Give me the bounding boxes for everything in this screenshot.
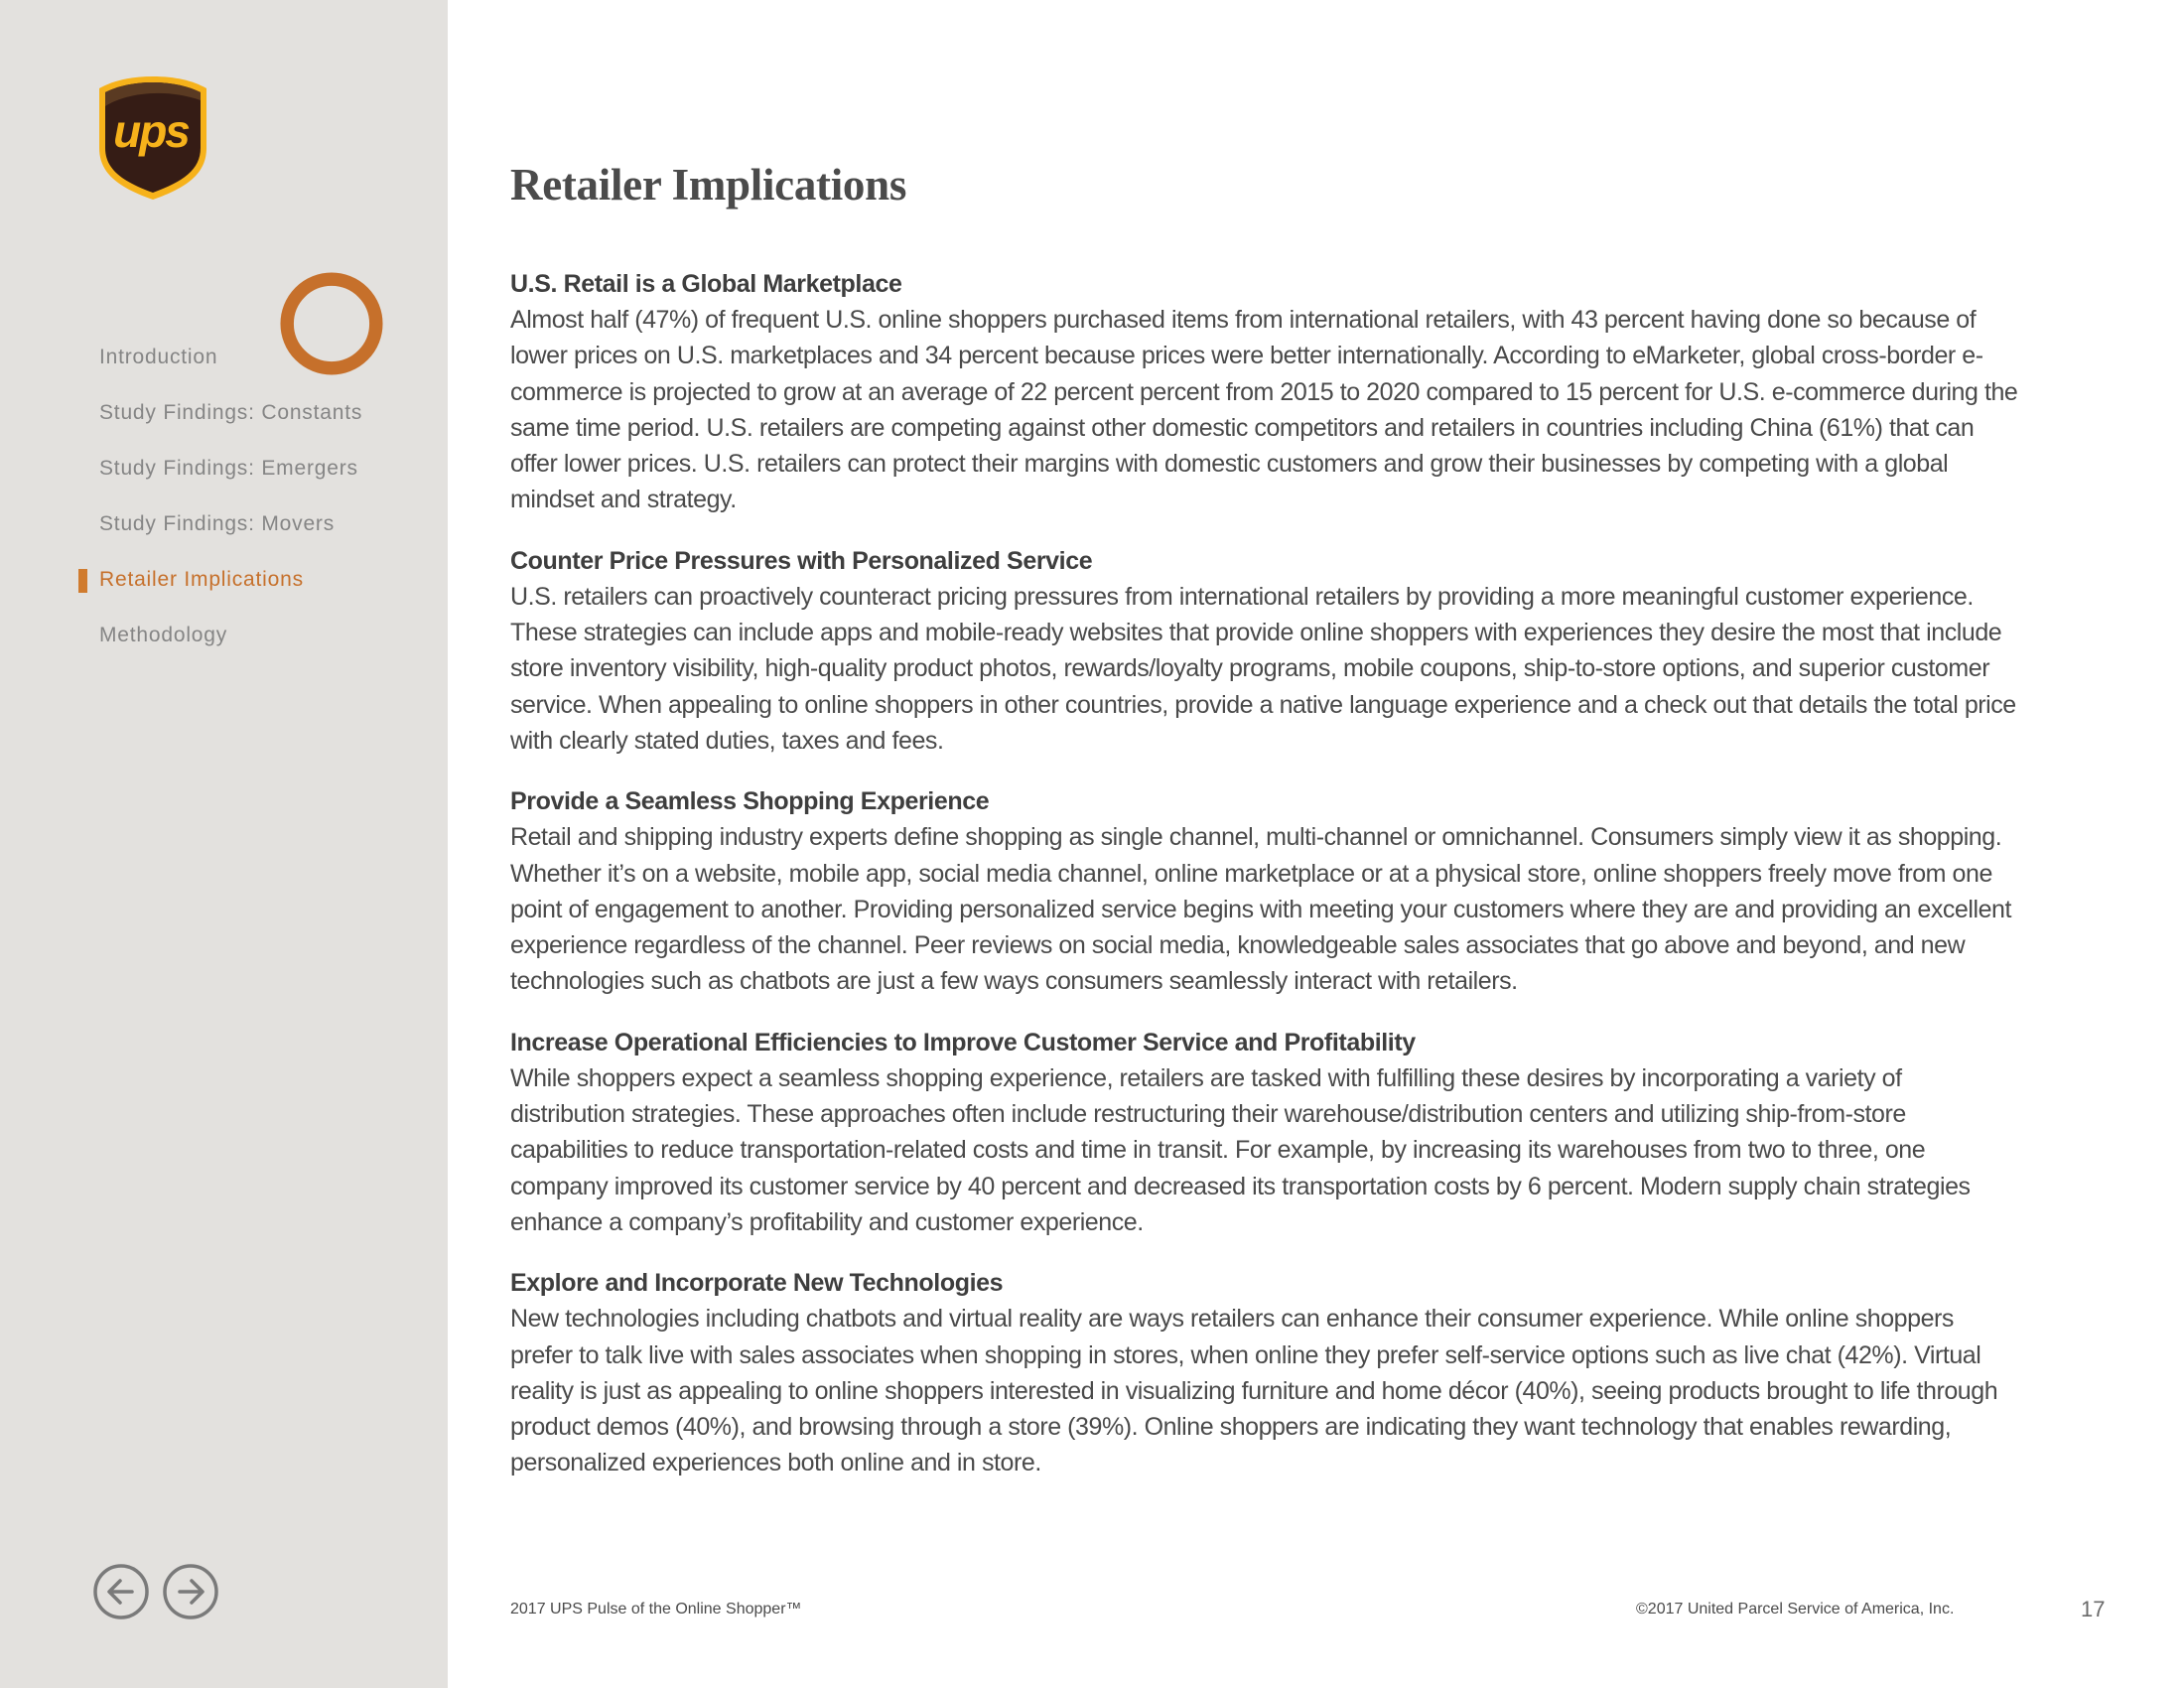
logo-text: ups <box>113 105 189 157</box>
nav-item-label: Study Findings: Movers <box>99 512 336 535</box>
nav-item-label: Retailer Implications <box>99 568 304 591</box>
active-marker <box>78 569 87 593</box>
section-price-pressures <box>510 543 2019 759</box>
nav-item-retailer-implications[interactable] <box>0 562 448 618</box>
nav-item-constants[interactable] <box>0 395 448 451</box>
arrow-right-circle-icon <box>162 1563 219 1620</box>
nav-item-movers[interactable] <box>0 506 448 562</box>
footer-copyright: ©2017 United Parcel Service of America, Inc. <box>1636 1601 1955 1618</box>
next-page-button[interactable] <box>162 1563 219 1620</box>
section-heading: U.S. Retail is a Global Marketplace <box>510 270 902 298</box>
section-body: New technologies including chatbots and virtual reality are ways retailers can enhance their consumer experience. While online shoppers prefer to talk live with sales associates when shopping in stores, when online they prefer self-service options such as live chat (42%). Virtual reality is just as appealing to online shoppers interested in visualizing furniture and home décor (40%), seeing products brought to life through product demos (40%), and browsing through a store (39%). Online shoppers are indicating they want technology that enables rewarding, personalized experiences both online and in store. <box>510 1305 1998 1477</box>
section-seamless-shopping <box>510 783 2019 999</box>
section-new-technologies <box>510 1265 2019 1480</box>
footer-publication: 2017 UPS Pulse of the Online Shopper™ <box>510 1601 802 1618</box>
section-heading: Increase Operational Efficiencies to Improve Customer Service and Profitability <box>510 1028 1416 1056</box>
sections <box>510 266 2019 1506</box>
page-title: Retailer Implications <box>510 160 907 210</box>
section-body: While shoppers expect a seamless shopping experience, retailers are tasked with fulfilling these desires by incorporating a variety of distribution strategies. These approaches often include restructuring their warehouse/distribution centers and utilizing ship-from-store capabilities to reduce transportation-related costs and time in transit. For example, by increasing its warehouses from two to three, one company improved its customer service by 40 percent and decreased its transportation costs by 6 percent. Modern supply chain strategies enhance a company’s profitability and customer experience. <box>510 1063 1971 1236</box>
section-global-marketplace <box>510 266 2019 518</box>
section-heading: Explore and Incorporate New Technologies <box>510 1269 1004 1298</box>
nav-item-introduction[interactable] <box>0 340 448 395</box>
nav-item-label: Study Findings: Emergers <box>99 457 358 480</box>
nav-item-label: Methodology <box>99 624 228 646</box>
sidebar <box>0 0 448 1688</box>
nav-item-label: Study Findings: Constants <box>99 401 363 424</box>
previous-page-button[interactable] <box>92 1563 150 1620</box>
arrow-left-circle-icon <box>92 1563 150 1620</box>
section-operational-efficiencies <box>510 1025 2019 1240</box>
ups-logo[interactable] <box>97 74 208 202</box>
section-body: Retail and shipping industry experts define shopping as single channel, multi-channel or omnichannel. Consumers simply view it as shopping. Whether it’s on a website, mobile app, social media channel, online marketplace or at a physical store, online shoppers freely move from one point of engagement to another. Providing personalized service begins with meeting your customers where they are and providing an excellent experience regardless of the channel. Peer reviews on social media, knowledgeable sales associates that go above and beyond, and new technologies such as chatbots are just a few ways consumers seamlessly interact with retailers. <box>510 823 2011 996</box>
nav-item-methodology[interactable] <box>0 618 448 673</box>
page-number: 17 <box>2081 1597 2106 1621</box>
section-body: Almost half (47%) of frequent U.S. online shoppers purchased items from international retailers, with 43 percent having done so because of lower prices on U.S. marketplaces and 34 percent because prices were better internationally. According to eMarketer, global cross-border e-commerce is projected to grow at an average of 22 percent percent from 2015 to 2020 compared to 15 percent for U.S. e-commerce during the same time period. U.S. retailers are competing against other domestic competitors and retailers in countries including China (61%) that can offer lower prices. U.S. retailers can protect their margins with domestic customers and grow their businesses by competing with a global mindset and strategy. <box>510 306 2018 514</box>
section-body: U.S. retailers can proactively counteract pricing pressures from international retailers by providing a more meaningful customer experience. These strategies can include apps and mobile-ready websites that provide online shoppers with experiences they desire the most that include store inventory visibility, high-quality product photos, rewards/loyalty programs, mobile coupons, ship-to-store options, and superior customer service. When appealing to online shoppers in other countries, provide a native language experience and a check out that details the total price with clearly stated duties, taxes and fees. <box>510 582 2016 755</box>
nav-item-label: Introduction <box>99 346 218 368</box>
section-nav <box>0 340 448 673</box>
nav-item-emergers[interactable] <box>0 451 448 506</box>
section-heading: Counter Price Pressures with Personalized Service <box>510 546 1093 575</box>
section-heading: Provide a Seamless Shopping Experience <box>510 787 990 816</box>
